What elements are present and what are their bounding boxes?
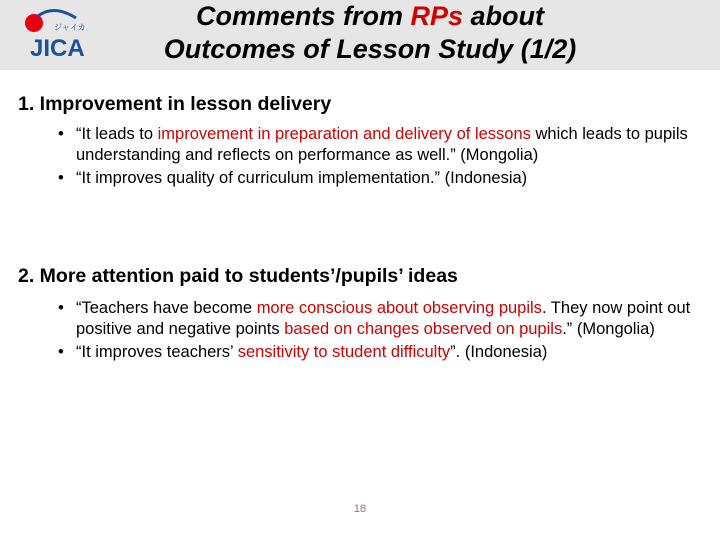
logo-subtext: ジャイカ: [54, 23, 86, 32]
bullet-highlight: sensitivity to student difficulty: [237, 343, 451, 361]
title-part-2: about: [463, 1, 545, 31]
logo-text: JICA: [30, 35, 85, 62]
title-part-1: Comments from: [195, 1, 411, 31]
section-1-bullet-2: [58, 168, 718, 189]
section-1-bullet-1: [58, 124, 718, 165]
title-line-2: Outcomes of Lesson Study (1/2): [163, 34, 577, 64]
bullet-highlight: more conscious about observing pupils: [256, 299, 542, 317]
slide-header: [0, 0, 720, 70]
bullet-text: “Teachers have become: [76, 299, 257, 317]
section-2-heading: 2. More attention paid to students’/pupils’ ideas: [18, 265, 458, 287]
bullet-text: which leads to pupils understanding and reflects on performance as well.” (Mongolia): [76, 125, 688, 164]
bullet-text: “It improves teachers’: [76, 343, 238, 361]
bullet-text: ”. (Indonesia): [450, 343, 548, 361]
title-line-1: [95, 0, 645, 33]
bullet-dot: •: [58, 169, 64, 187]
bullet-dot: •: [58, 343, 64, 361]
section-2-bullet-2: [58, 342, 718, 363]
bullet-text: “It leads to: [76, 125, 158, 143]
bullet-text: “It improves quality of curriculum implementation.” (Indonesia): [76, 169, 528, 187]
section-1-heading: 1. Improvement in lesson delivery: [18, 93, 332, 115]
jica-logo: [14, 6, 90, 64]
section-2-bullet-1: [58, 298, 718, 339]
title-highlight: RPs: [410, 1, 464, 31]
logo-swoosh: [38, 10, 76, 18]
bullet-highlight: improvement in preparation and delivery of lessons: [157, 125, 531, 143]
bullet-dot: •: [58, 299, 64, 317]
slide-title: [95, 0, 645, 66]
bullet-highlight: based on changes observed on pupils: [284, 319, 563, 338]
bullet-dot: •: [58, 125, 64, 143]
page-number: 18: [353, 503, 367, 515]
section-1-bullets: [58, 124, 718, 192]
bullet-text: .” (Mongolia): [562, 319, 655, 338]
logo-red-dot: [25, 14, 43, 32]
section-2-bullets: [58, 298, 718, 366]
bullet-text: . They now point out positive and negative points: [76, 299, 691, 338]
